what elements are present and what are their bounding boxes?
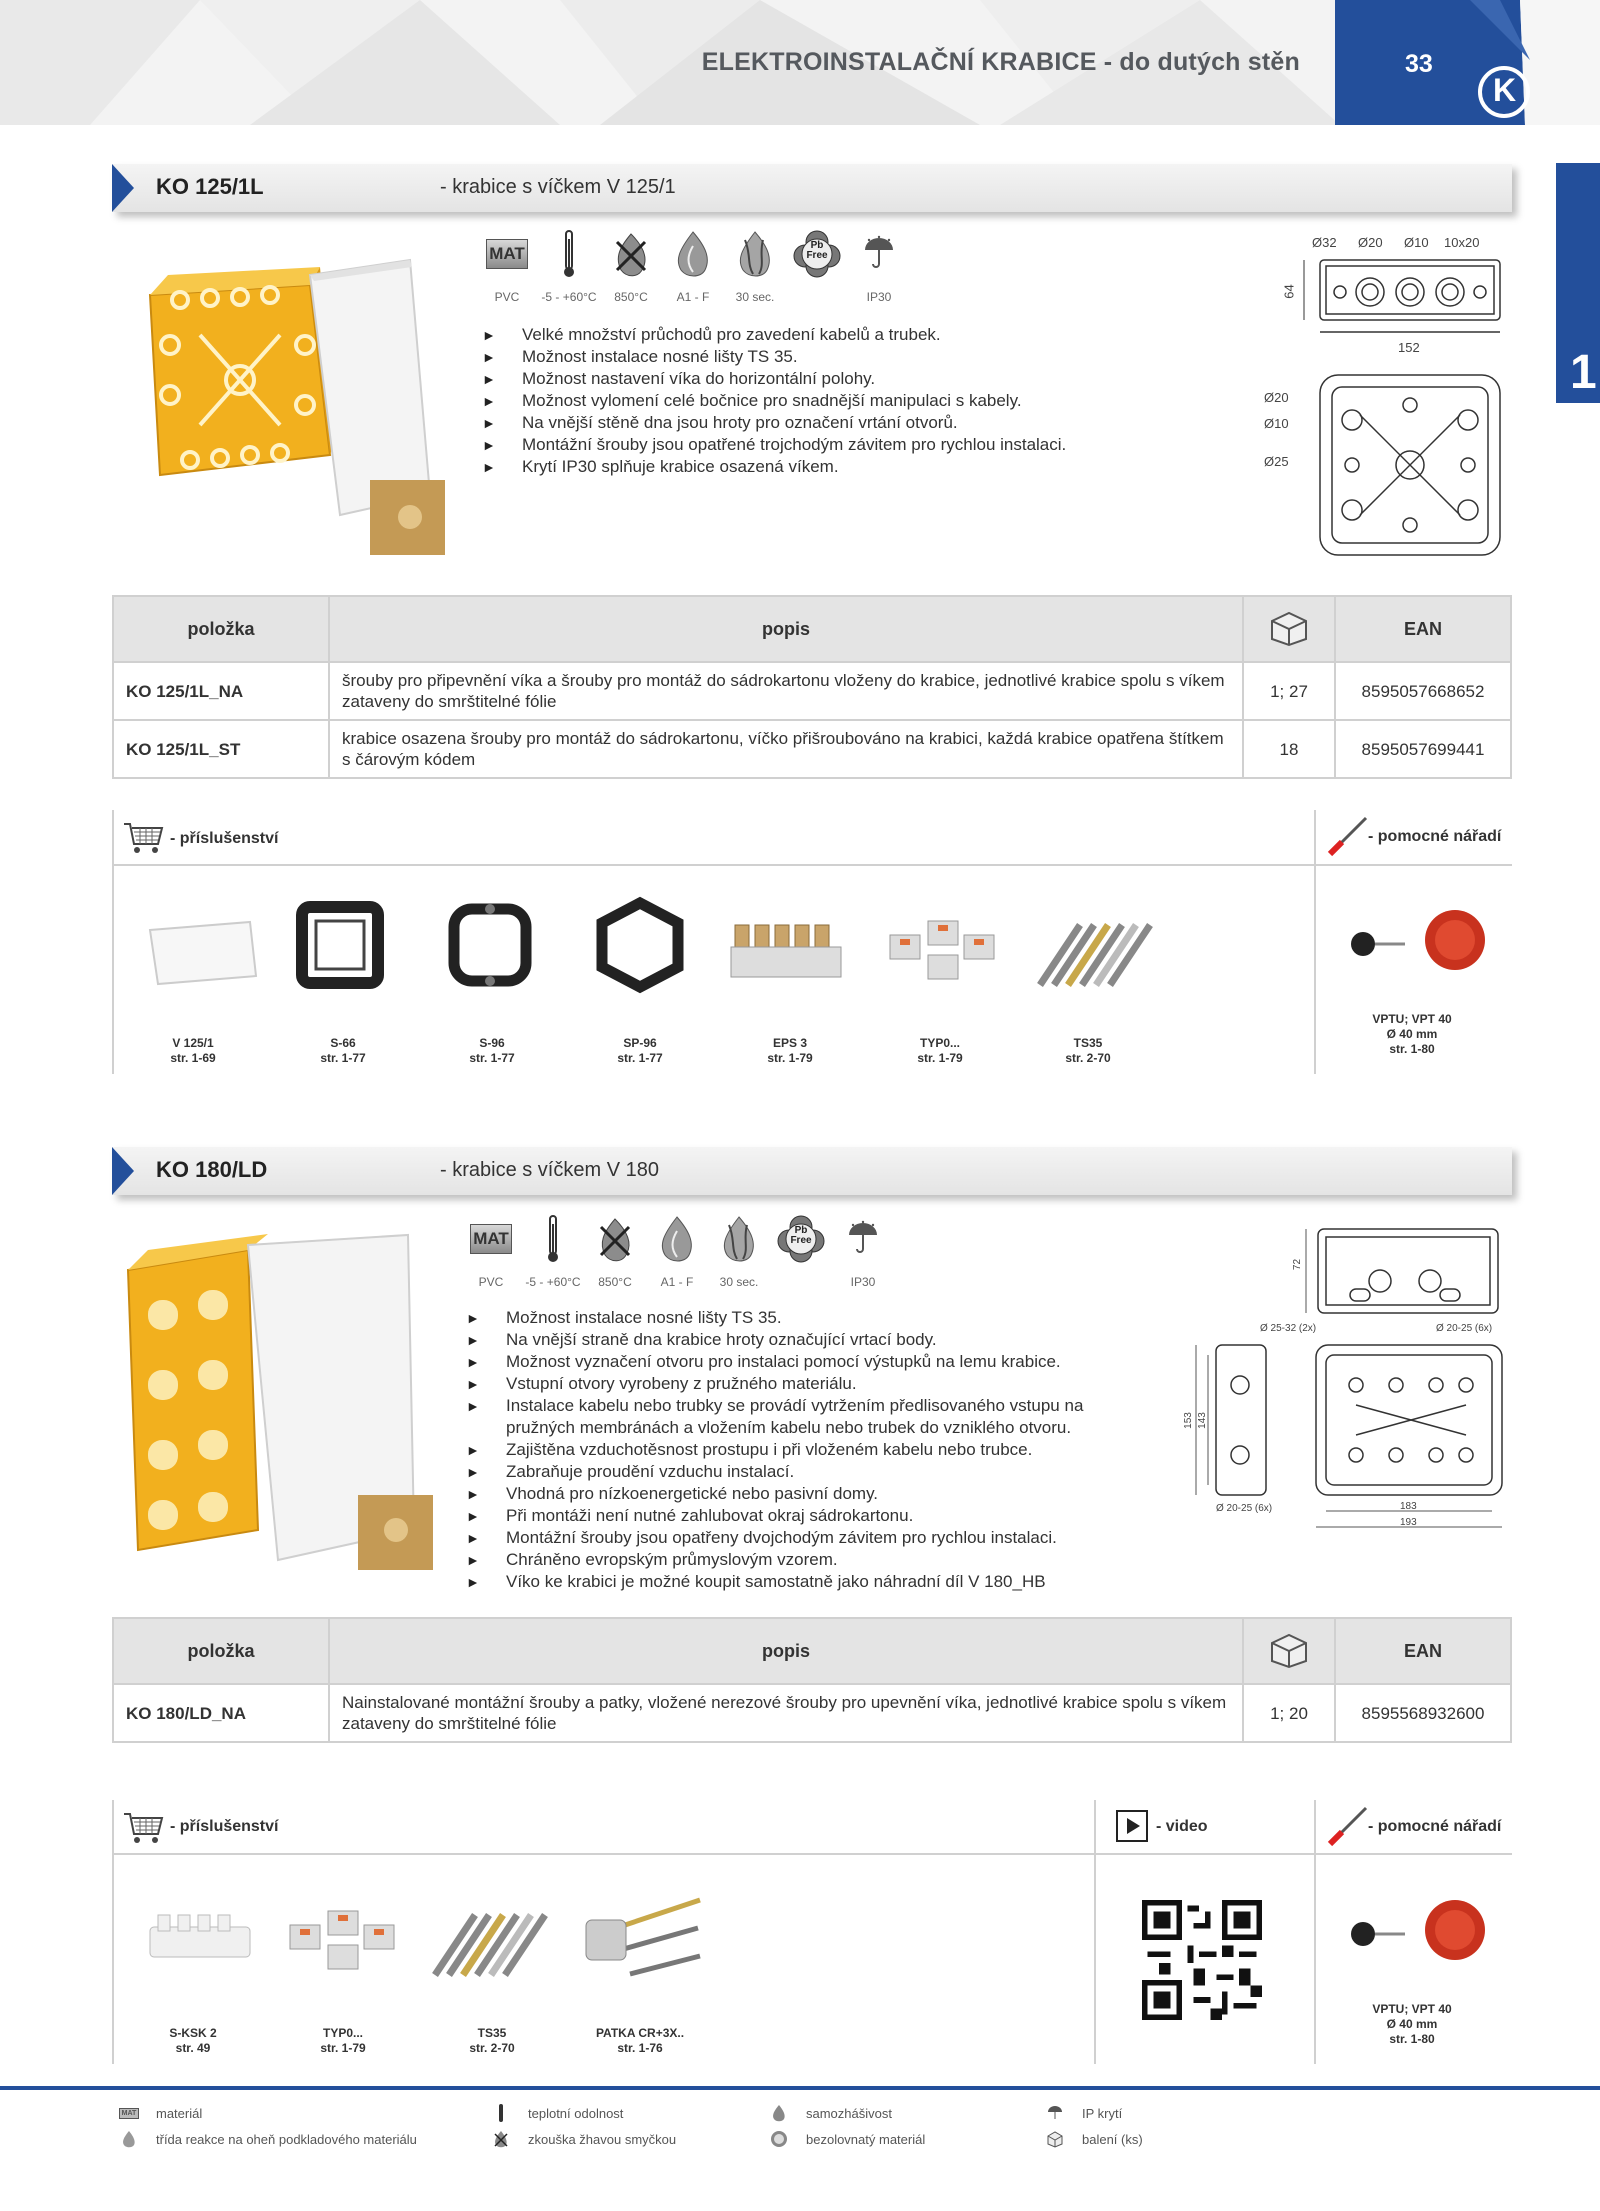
pb-free-label: Pb Free <box>790 1225 812 1246</box>
dimension-label: Ø 20-25 (6x) <box>1216 1503 1273 1514</box>
divider <box>1094 1800 1096 2064</box>
icon-cell <box>786 228 848 304</box>
dimension-label: Ø10 <box>1404 235 1429 250</box>
feature-item: ► Chráněno evropským průmyslovým vzorem. <box>466 1549 1146 1571</box>
legend-item <box>768 2130 925 2148</box>
row-ean: 8595057699441 <box>1335 720 1511 778</box>
video-play-icon[interactable] <box>1116 1810 1148 1847</box>
legend-item <box>118 2130 417 2148</box>
feature-item: ► Možnost instalace nosné lišty TS 35. <box>466 1307 1146 1329</box>
feature-item: ► Krytí IP30 splňuje krabice osazená víkem. <box>482 456 1066 478</box>
icon-cell <box>538 228 600 304</box>
icon-cell <box>460 1213 522 1289</box>
icon-cell <box>584 1213 646 1289</box>
accessory-page: str. 49 <box>175 2041 211 2055</box>
icon-label: 30 sec. <box>719 1275 759 1289</box>
tools-label: - pomocné nářadí <box>1368 828 1502 845</box>
technical-drawing <box>1260 230 1520 560</box>
dimension-label: 152 <box>1398 340 1420 355</box>
pb-free-icon <box>768 2130 790 2148</box>
glow-wire-icon <box>490 2130 512 2148</box>
feature-item: ► Na vnější straně dna krabice hroty označující vrtací body. <box>466 1329 1146 1351</box>
feature-item: ► Možnost nastavení víka do horizontální polohy. <box>482 368 1066 390</box>
divider <box>1314 810 1316 1074</box>
col-header-desc: popis <box>329 596 1243 662</box>
video-label: - video <box>1156 1818 1208 1835</box>
ip-icon <box>855 228 903 280</box>
legend-item <box>768 2104 892 2122</box>
product-description: - krabice s víčkem V 180 <box>440 1159 659 1181</box>
tool-page: str. 1-80 <box>1389 1042 1435 1056</box>
row-desc: šrouby pro připevnění víka a šrouby pro montáž do sádrokartonu vloženy do krabice, jednotlivé krabice spolu s víkem zataveny do smrštitelné fólie <box>329 662 1243 720</box>
accessory-name: TS35 <box>1073 1036 1103 1050</box>
legend-item <box>490 2104 623 2122</box>
feature-item: ► Možnost instalace nosné lišty TS 35. <box>482 346 1066 368</box>
product-icons <box>476 228 910 304</box>
page-number: 33 <box>1405 50 1433 78</box>
feature-list <box>482 324 1066 478</box>
package-icon <box>1044 2130 1066 2148</box>
mat-icon-label: MAT <box>119 2108 140 2119</box>
icon-label: -5 - +60°C <box>525 1275 581 1289</box>
accessory-image <box>580 1890 710 1995</box>
accessory-page: str. 2-70 <box>469 2041 515 2055</box>
logo-letter: K <box>1493 72 1517 108</box>
accessory-image <box>590 895 690 1000</box>
pb-free-icon <box>777 1213 825 1265</box>
row-ean: 8595057668652 <box>1335 662 1511 720</box>
accessory-page: str. 2-70 <box>1065 1051 1111 1065</box>
icon-cell <box>662 228 724 304</box>
col-header-ean: EAN <box>1335 1618 1511 1684</box>
icon-label: IP30 <box>866 290 892 304</box>
dimension-label: Ø20 <box>1264 390 1289 405</box>
legend-label: zkouška žhavou smyčkou <box>528 2131 677 2147</box>
product-arrow-icon <box>112 1147 134 1195</box>
row-code: KO 180/LD_NA <box>113 1684 329 1742</box>
thermometer-icon <box>545 228 593 280</box>
legend-label: třída reakce na oheň podkladového materiálu <box>156 2131 417 2147</box>
accessory-page: str. 1-79 <box>917 1051 963 1065</box>
legend-label: materiál <box>156 2105 203 2121</box>
divider <box>112 1800 114 2064</box>
legend-label: IP krytí <box>1082 2105 1123 2121</box>
feature-item: ► Víko ke krabici je možné koupit samostatně jako náhradní díl V 180_HB <box>466 1571 1146 1593</box>
tool-page: str. 1-80 <box>1389 2032 1435 2046</box>
accessory-image <box>140 910 260 995</box>
icon-cell <box>832 1213 894 1289</box>
dimension-label: Ø 20-25 (6x) <box>1436 1323 1493 1334</box>
legend-item <box>490 2130 676 2148</box>
legend-label: balení (ks) <box>1082 2131 1143 2147</box>
thermometer-icon <box>490 2104 512 2122</box>
row-ean: 8595568932600 <box>1335 1684 1511 1742</box>
accessory-name: SP-96 <box>623 1036 657 1050</box>
dimension-label: Ø10 <box>1264 416 1289 431</box>
product-header-bar <box>112 1147 1512 1195</box>
icon-label: 30 sec. <box>735 290 775 304</box>
accessory-name: V 125/1 <box>172 1036 214 1050</box>
accessory-item <box>580 2026 700 2056</box>
dimension-label: 72 <box>1292 1258 1304 1271</box>
product-image-box <box>130 255 450 560</box>
col-header-item: položka <box>113 596 329 662</box>
accessory-page: str. 1-76 <box>617 2041 663 2055</box>
package-icon <box>1243 596 1335 662</box>
icon-cell <box>646 1213 708 1289</box>
icon-label: PVC <box>478 1275 504 1289</box>
divider <box>112 864 1512 866</box>
cart-icon <box>122 1810 164 1849</box>
product-code: KO 125/1L <box>156 174 264 199</box>
accessory-name: TYP0... <box>919 1036 960 1050</box>
product-header-bar <box>112 164 1512 212</box>
accessory-image <box>1030 905 1160 1000</box>
feature-item: ► Vstupní otvory vyrobeny z pružného materiálu. <box>466 1373 1146 1395</box>
accessory-name: TS35 <box>477 2026 507 2040</box>
feature-item: ► Možnost vyznačení otvoru pro instalaci pomocí výstupků na lemu krabice. <box>466 1351 1146 1373</box>
feature-item: ► Instalace kabelu nebo trubky se provádí vytržením předlisovaného vstupu na pružných membránách a vložením kabelu nebo trubek do vzniklého otvoru. <box>466 1395 1146 1439</box>
screwdriver-icon <box>1326 814 1370 863</box>
tool-image <box>1335 1890 1495 1975</box>
divider <box>112 810 114 1074</box>
feature-list <box>466 1307 1146 1593</box>
tools-label: - pomocné nářadí <box>1368 1818 1502 1835</box>
accessory-image <box>280 1895 400 1990</box>
glow-wire-icon <box>607 228 655 280</box>
dimension-label: Ø 25-32 (2x) <box>1260 1323 1317 1334</box>
glow-wire-icon <box>591 1213 639 1265</box>
icon-cell <box>848 228 910 304</box>
feature-item: ► Možnost vylomení celé bočnice pro snadnější manipulaci s kabely. <box>482 390 1066 412</box>
legend-item <box>1044 2130 1143 2148</box>
icon-label: PVC <box>494 290 520 304</box>
feature-item: ► Montážní šrouby jsou opatřené trojchodým závitem pro rychlou instalaci. <box>482 434 1066 456</box>
accessory-item <box>133 1036 253 1066</box>
tool-image <box>1335 900 1495 985</box>
tool-size: Ø 40 mm <box>1386 1027 1438 1041</box>
accessory-page: str. 1-79 <box>320 2041 366 2055</box>
accessory-name: S-66 <box>330 1036 356 1050</box>
icon-cell <box>476 228 538 304</box>
dimension-label: Ø32 <box>1312 235 1337 250</box>
mat-icon: MAT <box>486 239 528 269</box>
table-row <box>113 1684 1511 1742</box>
accessory-image <box>425 1895 555 1990</box>
legend-item <box>1044 2104 1122 2122</box>
cart-icon <box>122 820 164 859</box>
icon-label: A1 - F <box>660 1275 694 1289</box>
accessory-name: EPS 3 <box>772 1036 808 1050</box>
dimension-label: 10x20 <box>1444 235 1480 250</box>
accessory-name: TYP0... <box>322 2026 363 2040</box>
package-icon <box>1243 1618 1335 1684</box>
row-code: KO 125/1L_ST <box>113 720 329 778</box>
accessory-item <box>133 2026 253 2056</box>
thermometer-icon <box>529 1213 577 1265</box>
col-header-item: položka <box>113 1618 329 1684</box>
dimension-label: 183 <box>1400 1501 1417 1512</box>
legend-label: teplotní odolnost <box>528 2105 624 2121</box>
product-code: KO 180/LD <box>156 1157 268 1182</box>
feature-item: ► Zabraňuje proudění vzduchu instalací. <box>466 1461 1146 1483</box>
icon-cell <box>724 228 786 304</box>
accessory-image <box>880 905 1000 1000</box>
icon-label: A1 - F <box>676 290 710 304</box>
qr-code-icon[interactable] <box>1142 1900 1262 2025</box>
accessory-image <box>725 915 855 990</box>
accessories-label: - příslušenství <box>170 830 279 847</box>
feature-item: ► Na vnější stěně dna jsou hroty pro označení vrtání otvorů. <box>482 412 1066 434</box>
accessory-page: str. 1-69 <box>170 1051 216 1065</box>
ip-icon <box>1044 2104 1066 2122</box>
technical-drawing <box>1160 1215 1520 1535</box>
feature-item: ► Velké množství průchodů pro zavedení kabelů a trubek. <box>482 324 1066 346</box>
product-description: - krabice s víčkem V 125/1 <box>440 176 676 198</box>
accessory-image <box>290 895 390 1000</box>
accessory-name: PATKA CR+3X.. <box>595 2026 685 2040</box>
dimension-label: 143 <box>1196 1412 1208 1429</box>
accessory-item <box>432 2026 552 2056</box>
product-icons <box>460 1213 894 1289</box>
feature-item: ► Montážní šrouby jsou opatřeny dvojchodým závitem pro rychlou instalaci. <box>466 1527 1146 1549</box>
divider <box>1314 1800 1316 2064</box>
self-extinguish-icon <box>715 1213 763 1265</box>
row-desc: krabice osazena šrouby pro montáž do sádrokartonu, víčko přišroubováno na krabici, každá krabice opatřena štítkem s čárovým kódem <box>329 720 1243 778</box>
icon-label: -5 - +60°C <box>541 290 597 304</box>
product-arrow-icon <box>112 164 134 212</box>
tool-item <box>1352 1012 1472 1057</box>
dimension-label: 153 <box>1182 1412 1194 1429</box>
feature-item: ► Zajištěna vzduchotěsnost prostupu i při vloženém kabelu nebo trubce. <box>466 1439 1146 1461</box>
mat-icon <box>118 2104 140 2122</box>
icon-cell <box>522 1213 584 1289</box>
accessory-item <box>283 2026 403 2056</box>
accessory-page: str. 1-79 <box>767 1051 813 1065</box>
product-table <box>112 1617 1512 1743</box>
row-code: KO 125/1L_NA <box>113 662 329 720</box>
legend-item <box>118 2104 202 2122</box>
col-header-ean: EAN <box>1335 596 1511 662</box>
pb-free-label: Pb Free <box>806 240 828 261</box>
dimension-label: Ø25 <box>1264 454 1289 469</box>
tool-name: VPTU; VPT 40 <box>1372 1012 1452 1026</box>
accessory-image <box>440 895 540 1000</box>
icon-label: IP30 <box>850 1275 876 1289</box>
icon-label: 850°C <box>598 1275 632 1289</box>
divider <box>112 1853 1512 1855</box>
flame-icon <box>768 2104 790 2122</box>
screwdriver-icon <box>1326 1804 1370 1853</box>
icon-cell <box>708 1213 770 1289</box>
drop-icon <box>118 2130 140 2148</box>
tool-size: Ø 40 mm <box>1386 2017 1438 2031</box>
accessories-label: - příslušenství <box>170 1818 279 1835</box>
accessory-page: str. 1-77 <box>320 1051 366 1065</box>
product-table <box>112 595 1512 779</box>
page-title: ELEKTROINSTALAČNÍ KRABICE - do dutých stěn <box>701 48 1300 76</box>
tool-name: VPTU; VPT 40 <box>1372 2002 1452 2016</box>
legend-label: samozhášivost <box>806 2105 892 2121</box>
accessory-item <box>580 1036 700 1066</box>
icon-cell <box>600 228 662 304</box>
dimension-label: Ø20 <box>1358 235 1383 250</box>
accessory-image <box>140 1905 260 1980</box>
feature-item: ► Vhodná pro nízkoenergetické nebo pasivní domy. <box>466 1483 1146 1505</box>
accessory-item <box>283 1036 403 1066</box>
ip-icon <box>839 1213 887 1265</box>
accessory-page: str. 1-77 <box>469 1051 515 1065</box>
row-pack: 18 <box>1243 720 1335 778</box>
pb-free-icon <box>793 228 841 280</box>
row-desc: Nainstalované montážní šrouby a patky, vložené nerezové šrouby pro upevnění víka, jednotlivé krabice spolu s víkem zataveny do smrštitelné fólie <box>329 1684 1243 1742</box>
flame-icon <box>669 228 717 280</box>
dimension-label: 64 <box>1281 284 1297 299</box>
table-row <box>113 662 1511 720</box>
product-image-box <box>118 1230 438 1575</box>
footer-divider <box>0 2086 1600 2090</box>
icon-cell <box>770 1213 832 1289</box>
accessory-name: S-96 <box>479 1036 505 1050</box>
row-pack: 1; 20 <box>1243 1684 1335 1742</box>
feature-item: ► Při montáži není nutné zahlubovat okraj sádrokartonu. <box>466 1505 1146 1527</box>
accessory-item <box>880 1036 1000 1066</box>
row-pack: 1; 27 <box>1243 662 1335 720</box>
accessory-item <box>432 1036 552 1066</box>
chapter-number: 1 <box>1570 346 1597 399</box>
icon-label: 850°C <box>614 290 648 304</box>
flame-icon <box>653 1213 701 1265</box>
table-row <box>113 720 1511 778</box>
tool-item <box>1352 2002 1472 2047</box>
accessory-page: str. 1-77 <box>617 1051 663 1065</box>
self-extinguish-icon <box>731 228 779 280</box>
legend-label: bezolovnatý materiál <box>806 2131 926 2147</box>
accessory-name: S-KSK 2 <box>169 2026 217 2040</box>
accessory-item <box>730 1036 850 1066</box>
accessory-item <box>1028 1036 1148 1066</box>
dimension-label: 193 <box>1400 1517 1417 1528</box>
mat-icon: MAT <box>470 1224 512 1254</box>
col-header-desc: popis <box>329 1618 1243 1684</box>
